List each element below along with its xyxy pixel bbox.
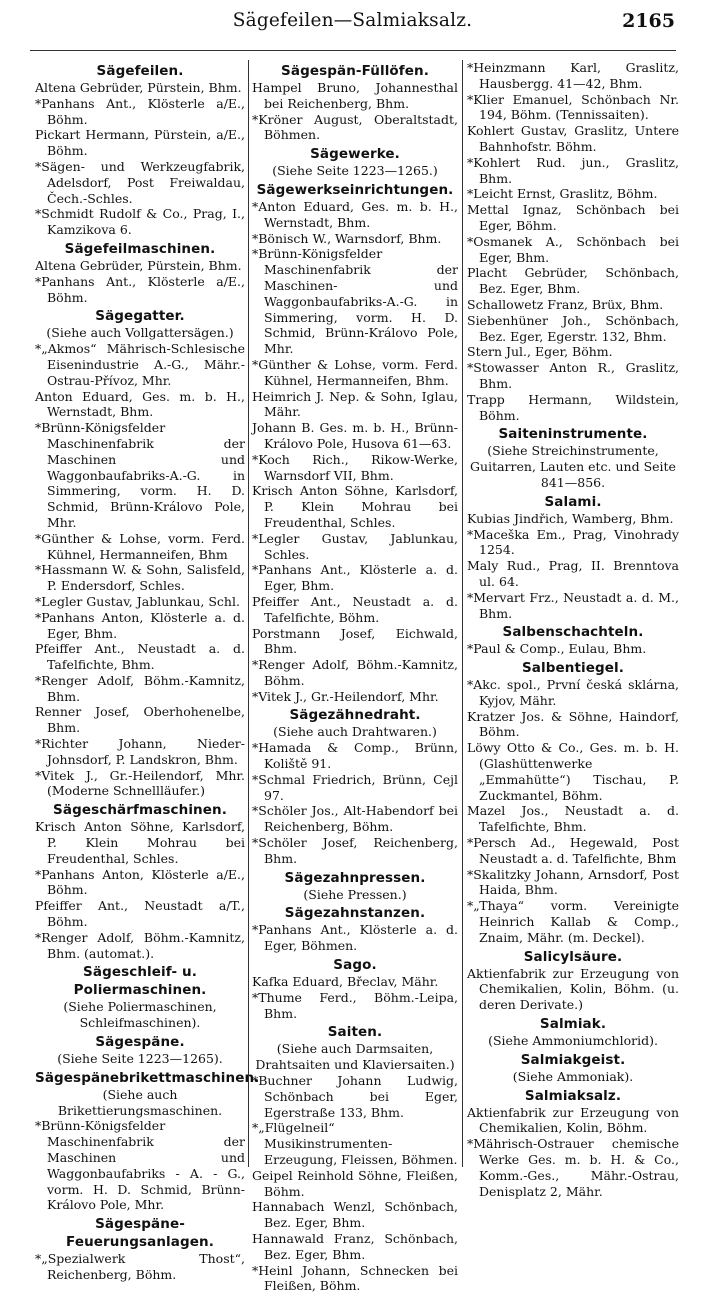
cross-reference-note: (Siehe auch Vollgattersägen.) [46,325,234,341]
section-heading: Sägegatter. [95,308,185,325]
directory-entry: *Hassmann W. & Sohn, Salisfeld, P. Endersdorf, Schles. [35,562,245,594]
cross-reference-note: (Siehe Pressen.) [303,886,407,902]
directory-entry: Kohlert Gustav, Graslitz, Untere Bahnhofstr. Böhm. [467,123,679,154]
section-heading: Sägezahnpressen. [284,869,426,886]
directory-entry: *Legler Gustav, Jablunkau, Schl. [35,593,240,609]
column-divider [462,60,463,1167]
directory-entry: *Panhans Ant., Klösterle a/E., Böhm. [35,273,245,305]
directory-entry: *Schöler Josef, Reichenberg, Bhm. [252,835,458,866]
directory-entry: Kafka Eduard, Břeclav, Mähr. [252,974,439,990]
directory-entry: *„Thaya“ vorm. Vereinigte Heinrich Kallab & Comp., Znaim, Mähr. (m. Deckel). [467,898,679,945]
section-heading: Sägefeilen. [96,63,184,79]
directory-entry: Aktienfabrik zur Erzeugung von Chemikalien, Kolin, Böhm. [467,1104,679,1136]
section-heading: Sägewerkseinrichtungen. [256,181,454,198]
directory-entry: *„Akmos“ Mährisch-Schlesische Eisenindustrie A.-G., Mähr.-Ostrau-Přívoz, Mhr. [35,341,245,388]
section-heading: Salmiaksalz. [524,1087,622,1104]
directory-entry: *Schöler Jos., Alt-Habendorf bei Reichenberg, Böhm. [252,803,458,835]
directory-entry: *Heinl Johann, Schnecken bei Fleißen, Böhm. [252,1262,458,1294]
directory-entry: Anton Eduard, Ges. m. b. H., Wernstadt, Bhm. [35,388,245,420]
column-3 [467,60,679,1199]
directory-entry: *Schmidt Rudolf & Co., Prag, I., Kamzikova 6. [35,206,245,238]
directory-entry: Löwy Otto & Co., Ges. m. b. H. (Glashüttenwerke „Emmahütte“) Tischau, P. Zuckmantel, Böhm. [467,740,679,803]
directory-entry: Renner Josef, Oberhohenelbe, Bhm. [35,704,245,736]
section-heading: Sägefeilmaschinen. [64,240,216,257]
section-heading: Salmiak. [539,1016,607,1033]
directory-entry: *Bönisch W., Warnsdorf, Bhm. [252,230,442,246]
directory-entry: *Osmanek A., Schönbach bei Eger, Bhm. [467,233,679,265]
section-heading: Sago. [333,957,377,974]
directory-entry: Maly Rud., Prag, II. Brenntova ul. 64. [467,558,679,589]
column-1 [35,60,260,1282]
directory-entry: Pickart Hermann, Pürstein, a/E., Böhm. [35,127,245,159]
directory-entry: Schallowetz Franz, Brüx, Bhm. [467,296,664,312]
directory-entry: *Panhans Anton, Klösterle a. d. Eger, Bhm. [35,609,245,641]
directory-entry: *Panhans Ant., Klösterle a. d. Eger, Bhm. [252,562,458,594]
directory-entry: Pfeiffer Ant., Neustadt a. d. Tafelfichte, Bhm. [35,641,245,673]
directory-entry: Mettal Ignaz, Schönbach bei Eger, Böhm. [467,202,679,233]
directory-entry: *Schmal Friedrich, Brünn, Cejl 97. [252,771,458,803]
directory-entry: *Klier Emanuel, Schönbach Nr. 194, Böhm. (Tennissaiten). [467,91,679,123]
section-heading: Salami. [544,493,602,510]
directory-entry: *Heinzmann Karl, Graslitz, Hausbergg. 41—42, Bhm. [467,60,679,91]
directory-entry: *Leicht Ernst, Graslitz, Böhm. [467,186,658,202]
section-heading: Sägewerke. [310,146,400,163]
directory-entry: *Panhans Ant., Klösterle a. d. Eger, Böhmen. [252,922,458,954]
directory-entry: *Brünn-Königsfelder Maschinenfabrik der Maschinen und Waggonbaufabriks-A.-G. in Simmering, vorm. H. D. Schmid, Brünn-Královo Pole, Mhr. [35,420,245,530]
header-rule [30,50,676,51]
directory-entry: *Vitek J., Gr.-Heilendorf, Mhr. [252,688,439,704]
directory-entry: *Kohlert Rud. jun., Graslitz, Bhm. [467,154,679,186]
section-heading: Sägezähnedraht. [289,707,421,724]
directory-entry: Heimrich J. Nep. & Sohn, Iglau, Mähr. [252,388,458,420]
directory-entry: *Brünn-Königsfelder Maschinenfabrik der Maschinen und Waggonbaufabriks - A. - G., vorm. H. D. Schmid, Brünn-Královo Pole, Mhr. [35,1118,245,1213]
cross-reference-note: (Siehe Seite 1223—1265.) [272,163,438,179]
directory-entry: Kratzer Jos. & Söhne, Haindorf, Böhm. [467,708,679,740]
directory-entry: *Brünn-Königsfelder Maschinenfabrik der Maschinen- und Waggonbaufabriks-A.-G. in Simmering, vorm. H. D. Schmid, Brünn-Královo Pole, Mhr. [252,246,458,357]
section-heading: Saiteninstrumente. [498,426,648,443]
directory-entry: Altena Gebrüder, Pürstein, Bhm. [35,80,242,95]
directory-entry: *Renger Adolf, Böhm.-Kamnitz, Böhm. [252,657,458,688]
cross-reference-note: (Siehe Seite 1223—1265). [57,1051,223,1067]
directory-entry: *Maceška Em., Prag, Vinohrady 1254. [467,526,679,558]
cross-reference-note: (Siehe auch Brikettierungsmaschinen. [57,1086,223,1118]
section-heading: Sägespäne-Feuerungsanlagen. [66,1216,214,1251]
directory-entry: Hannabach Wenzl, Schönbach, Bez. Eger, Bhm. [252,1199,458,1231]
section-heading: Sägezahnstanzen. [284,905,426,922]
directory-entry: *Koch Rich., Rikow-Werke, Warnsdorf VII, Bhm. [252,451,458,483]
directory-entry: Pfeiffer Ant., Neustadt a/T., Böhm. [35,898,245,930]
page-title: Sägefeilen—Salmiaksalz. [232,10,473,31]
directory-entry: *Legler Gustav, Jablunkau, Schles. [252,530,458,562]
directory-entry: *Kröner August, Oberaltstadt, Böhmen. [252,111,458,143]
section-heading: Saiten. [327,1024,383,1041]
directory-entry: *Panhans Anton, Klösterle a/E., Böhm. [35,866,245,898]
directory-entry: *Paul & Comp., Eulau, Bhm. [467,641,647,657]
directory-entry: *Persch Ad., Hegewald, Post Neustadt a. d. Tafelfichte, Bhm [467,835,679,866]
directory-entry: *Renger Adolf, Böhm.-Kamnitz, Bhm. [35,672,245,704]
directory-entry: Hampel Bruno, Johannesthal bei Reichenberg, Bhm. [252,80,458,111]
directory-entry: *Buchner Johann Ludwig, Schönbach bei Eger, Egerstraße 133, Bhm. [252,1073,458,1120]
section-heading: Salmiakgeist. [520,1051,626,1068]
directory-entry: Placht Gebrüder, Schönbach, Bez. Eger, Bhm. [467,265,679,297]
directory-entry: *Renger Adolf, Böhm.-Kamnitz, Bhm. (automat.). [35,929,245,961]
directory-entry: Krisch Anton Söhne, Karlsdorf, P. Klein Mohrau bei Freudenthal, Schles. [252,483,458,530]
directory-entry: Mazel Jos., Neustadt a. d. Tafelfichte, Bhm. [467,803,679,835]
directory-entry: Porstmann Josef, Eichwald, Bhm. [252,625,458,657]
directory-entry: Pfeiffer Ant., Neustadt a. d. Tafelfichte, Böhm. [252,593,458,625]
cross-reference-note: (Siehe Ammoniak). [512,1068,634,1084]
directory-entry: *Günther & Lohse, vorm. Ferd. Kühnel, Hermanneifen, Bhm. [252,356,458,388]
section-heading: Sägespän-Füllöfen. [281,63,429,79]
directory-entry: *„Flügelneil“ Musikinstrumenten-Erzeugung, Fleissen, Böhmen. [252,1120,458,1168]
directory-entry: Trapp Hermann, Wildstein, Böhm. [467,391,679,423]
directory-entry: *Vitek J., Gr.-Heilendorf, Mhr. (Moderne Schnellläufer.) [35,767,245,799]
directory-entry: *Anton Eduard, Ges. m. b. H., Wernstadt, Bhm. [252,198,458,230]
directory-entry: Geipel Reinhold Söhne, Fleißen, Böhm. [252,1167,458,1199]
section-heading: Salicylsäure. [523,948,623,965]
section-heading: Sägeschärfmaschinen. [53,802,227,819]
directory-entry: *Skalitzky Johann, Arnsdorf, Post Haida, Bhm. [467,866,679,898]
page-number: 2165 [622,10,675,32]
section-heading: Sägeschleif- u. Poliermaschinen. [73,964,207,999]
directory-entry: *Sägen- und Werkzeugfabrik, Adelsdorf, Post Freiwaldau, Čech.-Schles. [35,158,245,206]
directory-entry: *Mährisch-Ostrauer chemische Werke Ges. m. b. H. & Co., Komm.-Ges., Mähr.-Ostrau, Denisplatz 2, Mähr. [467,1136,679,1199]
directory-entry: Hannawald Franz, Schönbach, Bez. Eger, Bhm. [252,1231,458,1262]
directory-entry: *Hamada & Comp., Brünn, Koliště 91. [252,740,458,772]
column-divider [248,60,249,1167]
directory-entry: *Stowasser Anton R., Graslitz, Bhm. [467,360,679,391]
cross-reference-note: (Siehe Poliermaschinen, Schleifmaschinen). [63,999,217,1031]
section-heading: Sägespänebrikettmaschinen. [35,1069,260,1086]
directory-entry: *Akc. spol., První česká sklárna, Kyjov, Mähr. [467,677,679,708]
directory-entry: Siebenhüner Joh., Schönbach, Bez. Eger, Egerstr. 132, Bhm. [467,312,679,344]
column-2 [252,60,458,1294]
directory-entry: *Thume Ferd., Böhm.-Leipa, Bhm. [252,989,458,1021]
directory-entry: Aktienfabrik zur Erzeugung von Chemikalien, Kolin, Böhm. (u. deren Derivate.) [467,965,679,1013]
directory-entry: *Günther & Lohse, vorm. Ferd. Kühnel, Hermanneifen, Bhm [35,530,245,562]
section-heading: Sägespäne. [95,1034,185,1051]
directory-entry: Krisch Anton Söhne, Karlsdorf, P. Klein Mohrau bei Freudenthal, Schles. [35,819,245,866]
cross-reference-note: (Siehe Ammoniumchlorid). [488,1033,658,1049]
cross-reference-note: (Siehe Streichinstrumente, Guitarren, Lauten etc. und Seite 841—856. [470,443,676,490]
directory-entry: Kubias Jindřich, Wamberg, Bhm. [467,510,674,526]
directory-entry: *Panhans Ant., Klösterle a/E., Böhm. [35,95,245,127]
directory-entry: Stern Jul., Eger, Böhm. [467,344,613,360]
cross-reference-note: (Siehe auch Drahtwaren.) [273,724,437,740]
directory-entry: *Mervart Frz., Neustadt a. d. M., Bhm. [467,589,679,621]
directory-entry: Altena Gebrüder, Pürstein, Bhm. [35,257,242,273]
section-heading: Salbentiegel. [521,660,624,677]
page-header [30,10,675,42]
directory-entry: *Richter Johann, Nieder-Johnsdorf, P. Landskron, Bhm. [35,736,245,767]
cross-reference-note: (Siehe auch Darmsaiten, Drahtsaiten und Klaviersaiten.) [255,1041,455,1073]
directory-entry: Johann B. Ges. m. b. H., Brünn-Královo Pole, Husova 61—63. [252,420,458,451]
directory-entry: *„Spezialwerk Thost“, Reichenberg, Böhm. [35,1251,245,1282]
section-heading: Salbenschachteln. [502,624,644,641]
